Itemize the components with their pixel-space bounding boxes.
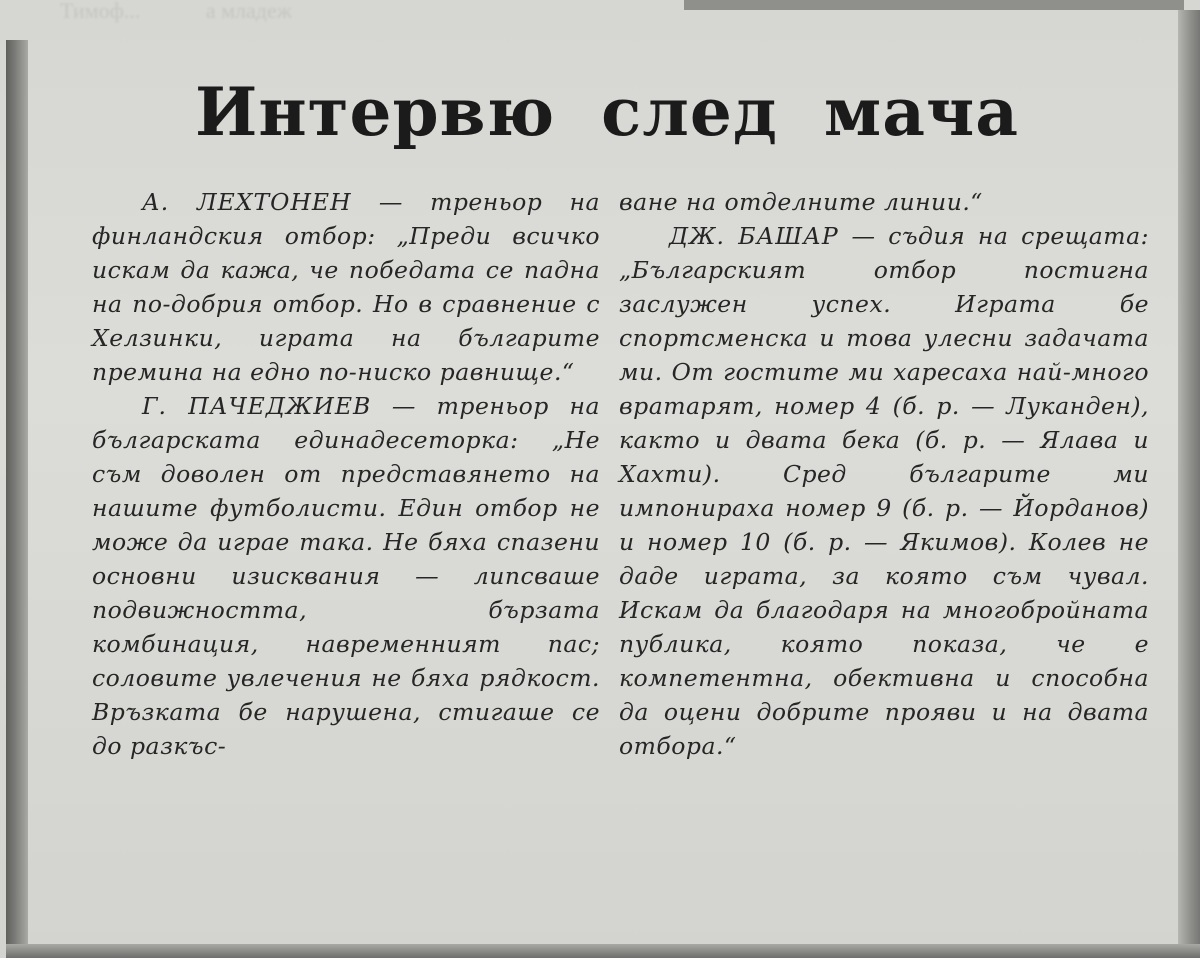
paragraph-pachedzhiev	[92, 389, 600, 763]
article	[42, 55, 1172, 935]
paragraph-bashar	[619, 219, 1149, 763]
speaker-name: А. ЛЕХТОНЕН	[142, 188, 352, 216]
article-headline: Интервю след мача	[194, 73, 1020, 151]
bleed-line-1: Тимоф...	[60, 0, 141, 23]
speaker-name: Г. ПАЧЕДЖИЕВ	[142, 392, 372, 420]
quote-text: — треньор на финландския отбор: „Преди всичко искам да кажа, че победата се падна на по-добрия отбор. Но в сравнение с Хелзинки, играта на българите премина на едно по-ниско равнище.“	[92, 188, 600, 386]
left-page-edge	[6, 40, 28, 958]
left-column	[92, 185, 600, 763]
speaker-name: ДЖ. БАШАР	[669, 222, 839, 250]
bleed-line-2: а младеж	[205, 0, 292, 23]
top-rule	[684, 0, 1184, 10]
quote-text: — съдия на срещата: „Българският отбор постигна заслужен успех. Играта бе спортсменска и това улесни задачата ми. От гостите ми харесаха най-много вратарят, номер 4 (б. р. — Луканден), както и двата бека (б. р. — Ялава и Хахти). Сред българите ми импонираха номер 9 (б. р. — Йорданов) и номер 10 (б. р. — Якимов). Колев не даде играта, за която съм чувал. Искам да благодаря на многобройната публика, която показа, че е компетентна, обективна и способна да оцени добрите прояви и на двата отбора.“	[619, 222, 1149, 760]
right-column	[619, 185, 1149, 763]
right-page-edge	[1178, 10, 1200, 958]
quote-text: — треньор на българската единадесеторка: „Не съм доволен от представянето на нашите футболисти. Един отбор не може да играе така. Не бяха спазени основни изисквания — липсваше подвижността, бързата комбинация, навременният пас; соловите увлечения не бяха рядкост. Връзката бе нарушена, стигаше се до разкъс-	[92, 392, 600, 760]
paragraph-continuation	[619, 185, 1149, 219]
paragraph-lehtonen	[92, 185, 600, 389]
bottom-page-edge	[6, 944, 1200, 958]
quote-text: ване на отделните линии.“	[619, 188, 983, 216]
